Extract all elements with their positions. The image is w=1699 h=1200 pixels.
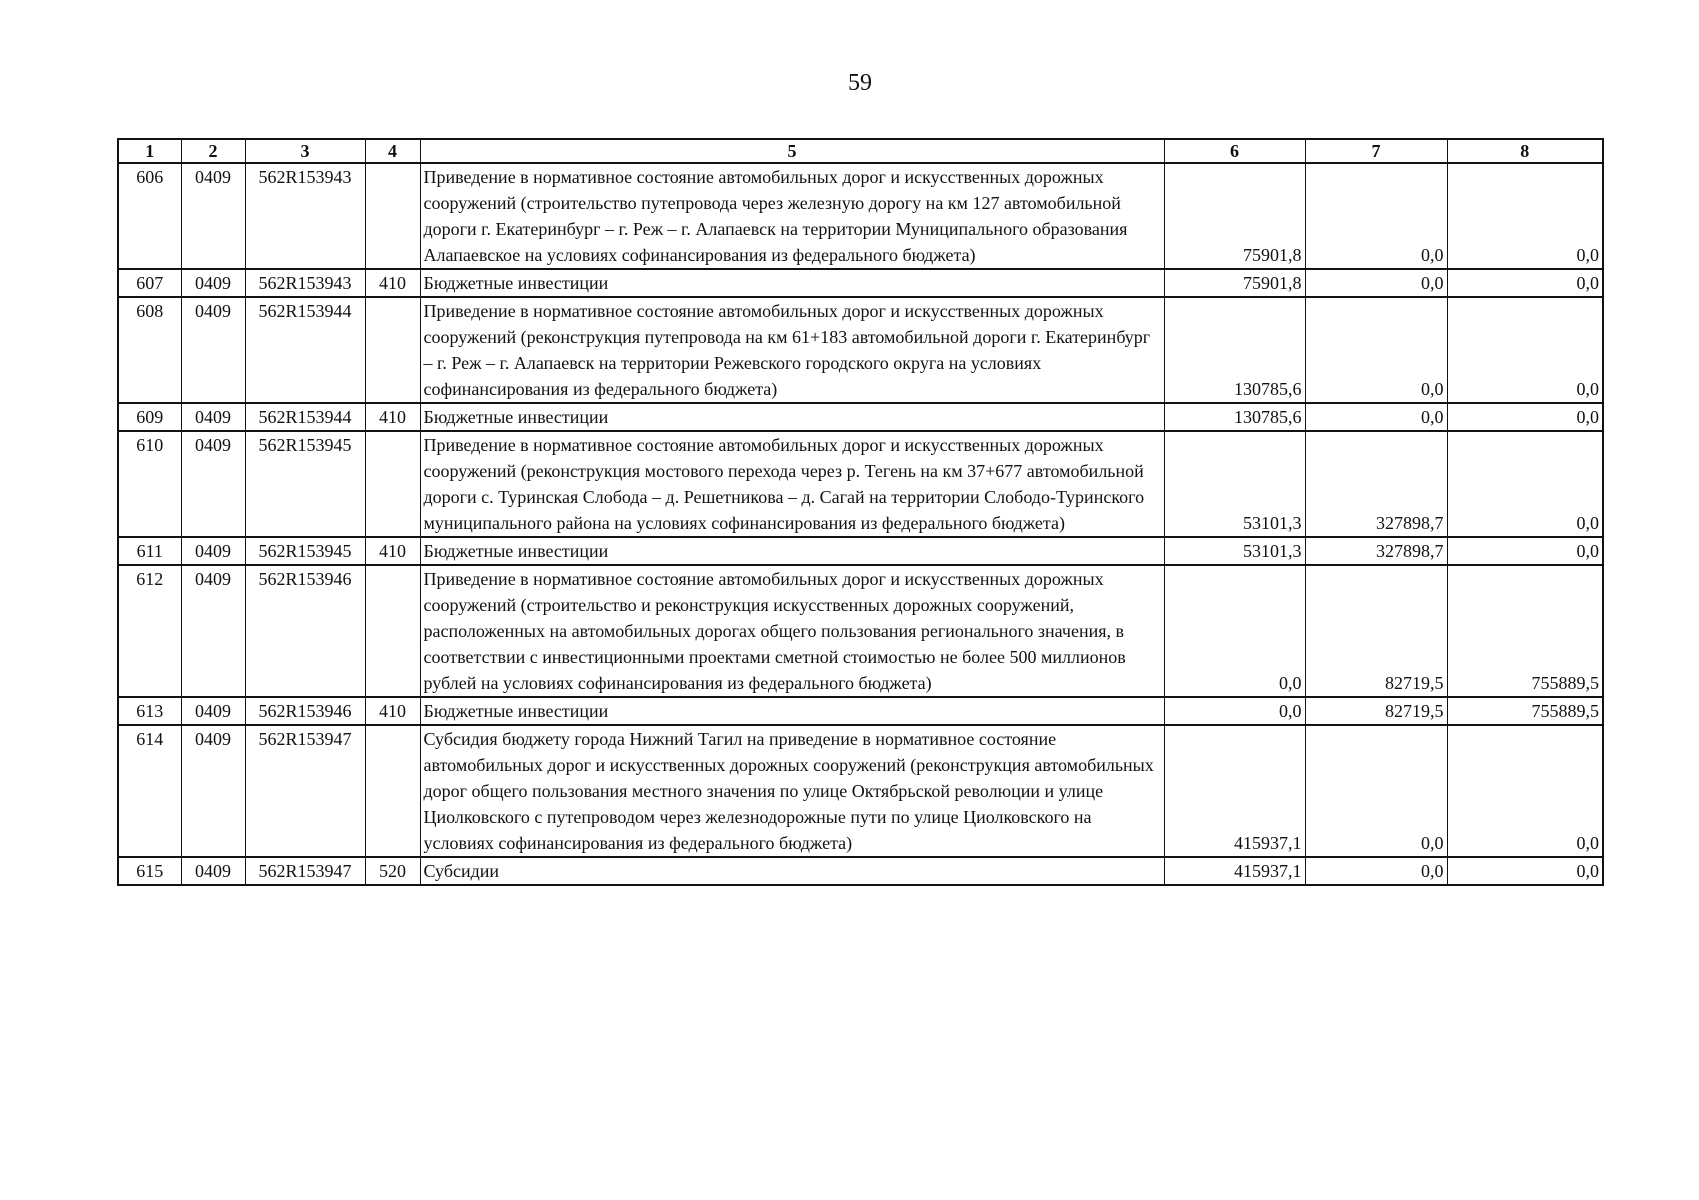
amount-col7-cell: 0,0 [1305,269,1447,297]
column-header: 8 [1447,139,1603,163]
expense-type-cell: 410 [365,537,420,565]
amount-col7-cell: 82719,5 [1305,565,1447,697]
row-number-cell: 614 [118,725,181,857]
expense-type-cell [365,297,420,403]
description-cell: Приведение в нормативное состояние автомобильных дорог и искусственных дорожных сооружений (реконструкция путепровода на км 61+183 автомобильной дороги г. Екатеринбург – г. Реж – г. Алапаевск на территории Режевского городского округа на условиях софинансирования из федерального бюджета) [420,297,1164,403]
section-code-cell: 0409 [181,697,245,725]
amount-col8-cell: 0,0 [1447,163,1603,269]
section-code-cell: 0409 [181,163,245,269]
description-cell: Приведение в нормативное состояние автомобильных дорог и искусственных дорожных сооружений (реконструкция мостового перехода через р. Тегень на км 37+677 автомобильной дороги с. Туринская Слобода – д. Решетникова – д. Сагай на территории Слободо-Туринского муниципального района на условиях софинансирования из федерального бюджета) [420,431,1164,537]
description-cell: Приведение в нормативное состояние автомобильных дорог и искусственных дорожных сооружений (строительство и реконструкция искусственных дорожных сооружений, расположенных на автомобильных дорогах общего пользования регионального значения, в соответствии с инвестиционными проектами сметной стоимостью не более 500 миллионов рублей на условиях софинансирования из федерального бюджета) [420,565,1164,697]
target-code-cell: 562R153946 [245,565,365,697]
target-code-cell: 562R153943 [245,163,365,269]
amount-col6-cell: 53101,3 [1164,431,1305,537]
table-row [118,163,1603,269]
row-number-cell: 615 [118,857,181,885]
description-cell: Бюджетные инвестиции [420,537,1164,565]
expense-type-cell: 410 [365,697,420,725]
column-header: 7 [1305,139,1447,163]
amount-col7-cell: 0,0 [1305,297,1447,403]
section-code-cell: 0409 [181,297,245,403]
amount-col6-cell: 75901,8 [1164,269,1305,297]
description-cell: Бюджетные инвестиции [420,403,1164,431]
amount-col7-cell: 0,0 [1305,403,1447,431]
expense-type-cell: 520 [365,857,420,885]
description-cell: Приведение в нормативное состояние автомобильных дорог и искусственных дорожных сооружений (строительство путепровода через железную дорогу на км 127 автомобильной дороги г. Екатеринбург – г. Реж – г. Алапаевск на территории Муниципального образования Алапаевское на условиях софинансирования из федерального бюджета) [420,163,1164,269]
row-number-cell: 610 [118,431,181,537]
amount-col8-cell: 755889,5 [1447,565,1603,697]
column-header: 1 [118,139,181,163]
table-row [118,857,1603,885]
expense-type-cell: 410 [365,269,420,297]
amount-col8-cell: 0,0 [1447,269,1603,297]
table-row [118,269,1603,297]
amount-col7-cell: 0,0 [1305,163,1447,269]
row-number-cell: 612 [118,565,181,697]
target-code-cell: 562R153947 [245,725,365,857]
amount-col7-cell: 0,0 [1305,857,1447,885]
table-row [118,697,1603,725]
amount-col8-cell: 755889,5 [1447,697,1603,725]
target-code-cell: 562R153944 [245,297,365,403]
amount-col6-cell: 130785,6 [1164,403,1305,431]
target-code-cell: 562R153947 [245,857,365,885]
section-code-cell: 0409 [181,537,245,565]
amount-col8-cell: 0,0 [1447,725,1603,857]
expense-type-cell [365,431,420,537]
table-row [118,403,1603,431]
amount-col8-cell: 0,0 [1447,431,1603,537]
table-row [118,537,1603,565]
expense-type-cell [365,163,420,269]
page-number: 59 [848,70,872,96]
expense-type-cell [365,565,420,697]
amount-col6-cell: 415937,1 [1164,725,1305,857]
amount-col6-cell: 53101,3 [1164,537,1305,565]
row-number-cell: 613 [118,697,181,725]
target-code-cell: 562R153944 [245,403,365,431]
column-header: 4 [365,139,420,163]
table-row [118,565,1603,697]
section-code-cell: 0409 [181,857,245,885]
column-header: 5 [420,139,1164,163]
amount-col8-cell: 0,0 [1447,403,1603,431]
row-number-cell: 607 [118,269,181,297]
table-header [118,139,1603,163]
table-row [118,431,1603,537]
description-cell: Бюджетные инвестиции [420,269,1164,297]
amount-col7-cell: 0,0 [1305,725,1447,857]
amount-col6-cell: 75901,8 [1164,163,1305,269]
row-number-cell: 608 [118,297,181,403]
section-code-cell: 0409 [181,269,245,297]
amount-col7-cell: 82719,5 [1305,697,1447,725]
amount-col8-cell: 0,0 [1447,297,1603,403]
target-code-cell: 562R153946 [245,697,365,725]
column-header: 3 [245,139,365,163]
amount-col6-cell: 0,0 [1164,697,1305,725]
section-code-cell: 0409 [181,565,245,697]
column-header: 6 [1164,139,1305,163]
column-header: 2 [181,139,245,163]
target-code-cell: 562R153945 [245,431,365,537]
section-code-cell: 0409 [181,725,245,857]
section-code-cell: 0409 [181,403,245,431]
description-cell: Субсидии [420,857,1164,885]
section-code-cell: 0409 [181,431,245,537]
amount-col7-cell: 327898,7 [1305,537,1447,565]
amount-col8-cell: 0,0 [1447,537,1603,565]
budget-table [117,138,1604,886]
table-body [118,163,1603,885]
amount-col7-cell: 327898,7 [1305,431,1447,537]
target-code-cell: 562R153943 [245,269,365,297]
description-cell: Субсидия бюджету города Нижний Тагил на приведение в нормативное состояние автомобильных дорог и искусственных дорожных сооружений (реконструкция автомобильных дорог общего пользования местного значения по улице Октябрьской революции и улице Циолковского с путепроводом через железнодорожные пути по улице Циолковского на условиях софинансирования из федерального бюджета) [420,725,1164,857]
amount-col6-cell: 0,0 [1164,565,1305,697]
target-code-cell: 562R153945 [245,537,365,565]
table-row [118,297,1603,403]
amount-col8-cell: 0,0 [1447,857,1603,885]
amount-col6-cell: 130785,6 [1164,297,1305,403]
row-number-cell: 606 [118,163,181,269]
amount-col6-cell: 415937,1 [1164,857,1305,885]
row-number-cell: 611 [118,537,181,565]
row-number-cell: 609 [118,403,181,431]
expense-type-cell [365,725,420,857]
table-row [118,725,1603,857]
description-cell: Бюджетные инвестиции [420,697,1164,725]
expense-type-cell: 410 [365,403,420,431]
